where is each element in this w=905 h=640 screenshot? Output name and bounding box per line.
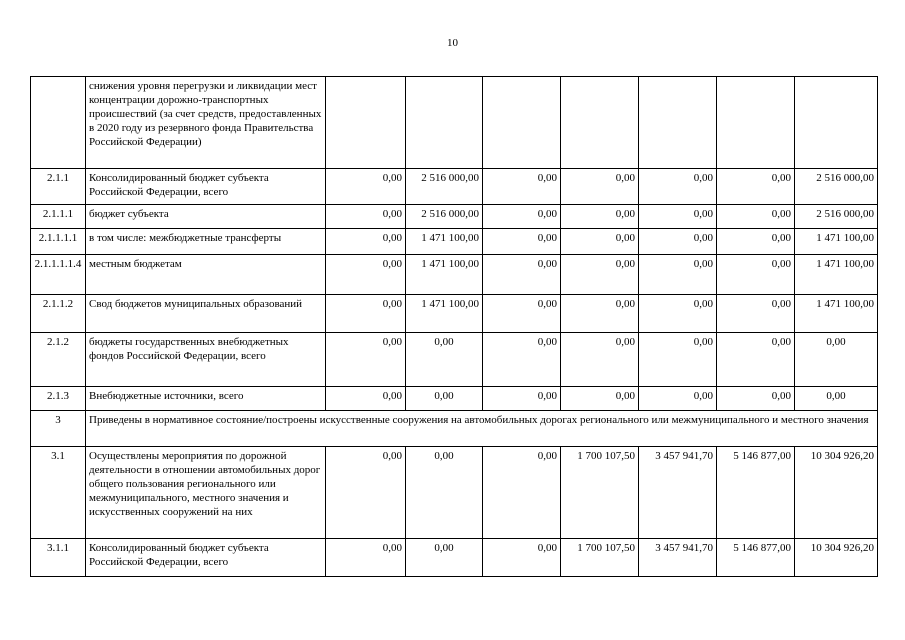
- value-cell: 0,00: [326, 205, 406, 229]
- name-cell: местным бюджетам: [86, 255, 326, 295]
- table-row: [31, 387, 878, 411]
- code-cell: 2.1.3: [31, 387, 86, 411]
- value-cell: 1 700 107,50: [561, 539, 639, 577]
- value-cell: 0,00: [639, 229, 717, 255]
- table-row: [31, 205, 878, 229]
- code-cell: 2.1.1.1: [31, 205, 86, 229]
- budget-table: [30, 76, 878, 577]
- value-cell: 1 471 100,00: [795, 295, 878, 333]
- code-cell: 3.1: [31, 447, 86, 539]
- value-cell: 0,00: [326, 333, 406, 387]
- section-title: Приведены в нормативное состояние/построены искусственные сооружения на автомобильных дорогах регионального или межмуниципального и местного значения: [86, 411, 878, 447]
- value-cell: 1 471 100,00: [795, 255, 878, 295]
- code-cell: 2.1.1.1.1.4: [31, 255, 86, 295]
- value-cell: 0,00: [406, 387, 483, 411]
- value-cell: 0,00: [717, 333, 795, 387]
- value-cell: 0,00: [483, 255, 561, 295]
- table-row: [31, 255, 878, 295]
- value-cell: 0,00: [483, 205, 561, 229]
- value-cell: 1 471 100,00: [406, 295, 483, 333]
- value-cell: 0,00: [326, 447, 406, 539]
- table-row: [31, 169, 878, 205]
- table-row: [31, 333, 878, 387]
- name-cell: Свод бюджетов муниципальных образований: [86, 295, 326, 333]
- value-cell: 0,00: [561, 255, 639, 295]
- value-cell: 5 146 877,00: [717, 447, 795, 539]
- value-cell: 0,00: [406, 333, 483, 387]
- value-cell: 1 471 100,00: [406, 229, 483, 255]
- value-cell: 0,00: [717, 229, 795, 255]
- value-cell: 0,00: [561, 387, 639, 411]
- value-cell: 3 457 941,70: [639, 447, 717, 539]
- value-cell: 2 516 000,00: [795, 169, 878, 205]
- value-cell: 0,00: [795, 387, 878, 411]
- value-cell: 0,00: [717, 205, 795, 229]
- value-cell: 0,00: [326, 255, 406, 295]
- value-cell: 1 471 100,00: [795, 229, 878, 255]
- value-cell: 0,00: [717, 387, 795, 411]
- code-cell: 3.1.1: [31, 539, 86, 577]
- name-cell: Консолидированный бюджет субъекта Российской Федерации, всего: [86, 169, 326, 205]
- code-cell: 2.1.2: [31, 333, 86, 387]
- value-cell: 3 457 941,70: [639, 539, 717, 577]
- code-cell: 3: [31, 411, 86, 447]
- name-cell: Внебюджетные источники, всего: [86, 387, 326, 411]
- value-cell: 0,00: [717, 295, 795, 333]
- value-cell: 0,00: [326, 387, 406, 411]
- table-row: [31, 295, 878, 333]
- code-cell: [31, 77, 86, 169]
- name-cell: бюджет субъекта: [86, 205, 326, 229]
- value-cell: 10 304 926,20: [795, 539, 878, 577]
- page-number: 10: [447, 37, 458, 49]
- name-cell: в том числе: межбюджетные трансферты: [86, 229, 326, 255]
- value-cell: 0,00: [561, 205, 639, 229]
- value-cell: 2 516 000,00: [406, 205, 483, 229]
- value-cell: 0,00: [717, 255, 795, 295]
- value-cell: 0,00: [483, 169, 561, 205]
- value-cell: 0,00: [483, 295, 561, 333]
- value-cell: 0,00: [483, 447, 561, 539]
- value-cell: 0,00: [561, 229, 639, 255]
- value-cell: 0,00: [483, 387, 561, 411]
- value-cell: 0,00: [639, 255, 717, 295]
- value-cell: 0,00: [639, 333, 717, 387]
- name-cell: Осуществлены мероприятия по дорожной деятельности в отношении автомобильных дорог общего пользования регионального или межмуниципального, местного значения и искусственных сооружений на них: [86, 447, 326, 539]
- value-cell: 0,00: [483, 229, 561, 255]
- value-cell: 0,00: [483, 539, 561, 577]
- value-cell: 2 516 000,00: [795, 205, 878, 229]
- name-cell: Консолидированный бюджет субъекта Российской Федерации, всего: [86, 539, 326, 577]
- name-cell: снижения уровня перегрузки и ликвидации мест концентрации дорожно-транспортных происшествий (за счет средств, предоставленных в 2020 году из резервного фонда Правительства Российской Федерации): [86, 77, 326, 169]
- value-cell: 5 146 877,00: [717, 539, 795, 577]
- value-cell: 0,00: [561, 333, 639, 387]
- value-cell: 0,00: [639, 387, 717, 411]
- value-cell: 0,00: [326, 229, 406, 255]
- value-cell: 1 471 100,00: [406, 255, 483, 295]
- value-cell: 10 304 926,20: [795, 447, 878, 539]
- code-cell: 2.1.1.2: [31, 295, 86, 333]
- table-row: [31, 229, 878, 255]
- value-cell: 0,00: [561, 169, 639, 205]
- value-cell: 0,00: [483, 333, 561, 387]
- name-cell: бюджеты государственных внебюджетных фондов Российской Федерации, всего: [86, 333, 326, 387]
- value-cell: 0,00: [795, 333, 878, 387]
- table-row: [31, 539, 878, 577]
- value-cell: 0,00: [406, 447, 483, 539]
- value-cell: 0,00: [326, 539, 406, 577]
- value-cell: 0,00: [326, 295, 406, 333]
- table-row: [31, 447, 878, 539]
- value-cell: 0,00: [406, 539, 483, 577]
- value-cell: 1 700 107,50: [561, 447, 639, 539]
- value-cell: 0,00: [717, 169, 795, 205]
- code-cell: 2.1.1.1.1: [31, 229, 86, 255]
- value-cell: 0,00: [639, 205, 717, 229]
- value-cell: 0,00: [561, 295, 639, 333]
- section-header-row: [31, 411, 878, 447]
- value-cell: 2 516 000,00: [406, 169, 483, 205]
- value-cell: 0,00: [639, 169, 717, 205]
- value-cell: 0,00: [639, 295, 717, 333]
- value-cell: 0,00: [326, 169, 406, 205]
- code-cell: 2.1.1: [31, 169, 86, 205]
- table-row: [31, 77, 878, 169]
